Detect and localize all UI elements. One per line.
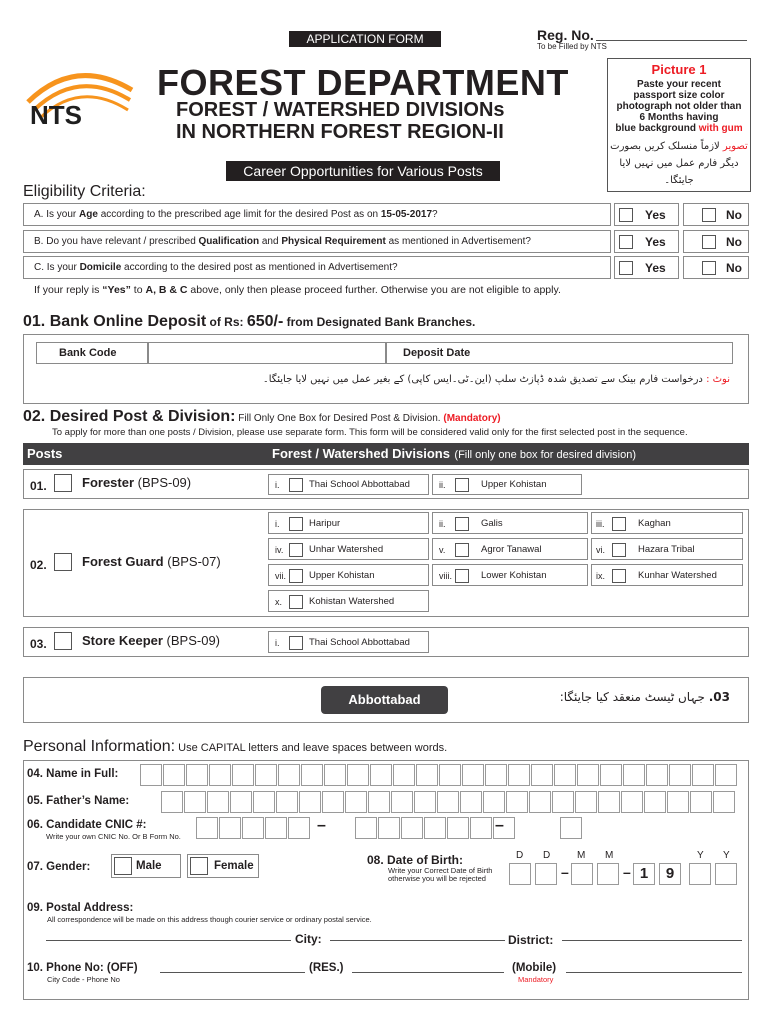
- yes-box-c[interactable]: Yes: [614, 256, 679, 279]
- post-2-opt-8[interactable]: viii. Lower Kohistan: [432, 564, 588, 586]
- bank-code-input[interactable]: [148, 342, 386, 364]
- career-banner: Career Opportunities for Various Posts: [226, 161, 500, 181]
- deposit-date-field[interactable]: Deposit Date: [386, 342, 733, 364]
- reg-no-label: Reg. No.: [537, 27, 594, 43]
- char-cell[interactable]: [401, 817, 423, 839]
- char-cell[interactable]: [242, 817, 264, 839]
- char-cell[interactable]: [253, 791, 275, 813]
- char-cell[interactable]: [531, 764, 553, 786]
- dob-note-1: Write your Correct Date of Birth: [388, 866, 493, 875]
- city-label: City:: [295, 932, 322, 946]
- post-3-checkbox[interactable]: [54, 632, 72, 650]
- char-cell[interactable]: [391, 791, 413, 813]
- post-2-opt-1[interactable]: i. Haripur: [268, 512, 429, 534]
- post-2-opt-4[interactable]: iv. Unhar Watershed: [268, 538, 429, 560]
- post-2-opt-2[interactable]: ii. Galis: [432, 512, 588, 534]
- eligibility-row-c: C. Is your Domicile according to the desired post as mentioned in Advertisement?: [23, 256, 611, 279]
- char-cell[interactable]: [715, 764, 737, 786]
- post-2-checkbox[interactable]: [54, 553, 72, 571]
- char-cell[interactable]: [288, 817, 310, 839]
- char-cell[interactable]: [669, 764, 691, 786]
- char-cell[interactable]: [623, 764, 645, 786]
- dob-sep-1: –: [561, 864, 569, 880]
- char-cell[interactable]: [345, 791, 367, 813]
- char-cell[interactable]: [378, 817, 400, 839]
- char-cell[interactable]: [207, 791, 229, 813]
- post-2-opt-10[interactable]: x. Kohistan Watershed: [268, 590, 429, 612]
- dob-y2-label: Y: [723, 850, 730, 861]
- phone-label: 10. Phone No: (OFF): [27, 962, 138, 974]
- char-cell[interactable]: [255, 764, 277, 786]
- eligibility-row-b: B. Do you have relevant / prescribed Qualification and Physical Requirement as mentioned in Advertisement?: [23, 230, 611, 253]
- char-cell[interactable]: [416, 764, 438, 786]
- district-line[interactable]: [562, 940, 742, 941]
- char-cell[interactable]: [554, 764, 576, 786]
- char-cell[interactable]: [690, 791, 712, 813]
- post-1-title: Forester (BPS-09): [82, 475, 192, 490]
- char-cell[interactable]: [161, 791, 183, 813]
- char-cell[interactable]: [577, 764, 599, 786]
- post-1-checkbox[interactable]: [54, 474, 72, 492]
- cnic-note: Write your own CNIC No. Or B Form No.: [46, 832, 181, 841]
- char-cell[interactable]: [598, 791, 620, 813]
- char-cell[interactable]: [575, 791, 597, 813]
- post-1-opt-2[interactable]: ii. Upper Kohistan: [432, 474, 582, 495]
- char-cell[interactable]: [621, 791, 643, 813]
- phone-line[interactable]: [160, 972, 305, 973]
- picture-urdu-2: دیگر فارم عمل میں نہیں لایا جایئگا۔: [619, 158, 739, 186]
- eligibility-note: If your reply is “Yes” to A, B & C above, only then please proceed further. Otherwise you are not eligible to apply.: [34, 284, 561, 296]
- char-cell[interactable]: [508, 764, 530, 786]
- char-cell[interactable]: [414, 791, 436, 813]
- name-label: 04. Name in Full:: [27, 768, 119, 780]
- dob-y-1[interactable]: 1: [633, 863, 655, 885]
- char-cell[interactable]: [355, 817, 377, 839]
- application-form-label: APPLICATION FORM: [289, 31, 441, 47]
- father-label: 05. Father’s Name:: [27, 795, 130, 807]
- no-box-b[interactable]: No: [683, 230, 749, 253]
- char-cell[interactable]: [424, 817, 446, 839]
- post-2-opt-9[interactable]: ix. Kunhar Watershed: [591, 564, 743, 586]
- char-cell[interactable]: [232, 764, 254, 786]
- address-label: 09. Postal Address:: [27, 902, 134, 914]
- dob-label: 08. Date of Birth:: [367, 853, 464, 867]
- test-center-label: .03 جہاں ٹیسٹ منعقد کیا جایئگا:: [559, 690, 730, 704]
- dob-y-9[interactable]: 9: [659, 863, 681, 885]
- yes-box-a[interactable]: Yes: [614, 203, 679, 226]
- char-cell[interactable]: [163, 764, 185, 786]
- char-cell[interactable]: [600, 764, 622, 786]
- dob-note-2: otherwise you will be rejected: [388, 874, 486, 883]
- dob-y4[interactable]: [715, 863, 737, 885]
- cnic-label: 06. Candidate CNIC #:: [27, 819, 147, 831]
- dob-sep-2: –: [623, 864, 631, 880]
- char-cell[interactable]: [230, 791, 252, 813]
- char-cell[interactable]: [667, 791, 689, 813]
- char-cell[interactable]: [529, 791, 551, 813]
- dob-m2-label: M: [605, 850, 614, 861]
- dob-y1-label: Y: [697, 850, 704, 861]
- post-1-num: 01.: [30, 479, 47, 493]
- mobile-label: (Mobile): [512, 962, 557, 974]
- char-cell[interactable]: [483, 791, 505, 813]
- yes-box-b[interactable]: Yes: [614, 230, 679, 253]
- post-1-opt-1[interactable]: i. Thai School Abbottabad: [268, 474, 429, 495]
- res-label: (RES.): [309, 962, 344, 974]
- picture-line-4: 6 Months having: [639, 112, 719, 123]
- char-cell[interactable]: [713, 791, 735, 813]
- picture-with-gum: with gum: [698, 123, 743, 134]
- char-cell[interactable]: [265, 817, 287, 839]
- post-note: To apply for more than one posts / Division, please use separate form. This form will be considered valid only for the first selected post in the sequence.: [52, 427, 688, 438]
- personal-heading: Personal Information: Use CAPITAL letters and leave spaces between words.: [23, 738, 448, 755]
- reg-no-field[interactable]: [596, 40, 747, 41]
- char-cell[interactable]: [506, 791, 528, 813]
- char-cell[interactable]: [644, 791, 666, 813]
- cnic-dash: –: [317, 817, 326, 834]
- char-cell[interactable]: [485, 764, 507, 786]
- char-cell[interactable]: [368, 791, 390, 813]
- char-cell[interactable]: [299, 791, 321, 813]
- address-note: All correspondence will be made on this address though courier service or ordinary postal service.: [47, 915, 372, 924]
- page-subtitle-1: FOREST / WATERSHED DIVISIONs: [176, 99, 505, 121]
- char-cell[interactable]: [439, 764, 461, 786]
- dob-d2[interactable]: [535, 863, 557, 885]
- dob-d1-label: D: [516, 850, 524, 861]
- char-cell[interactable]: [447, 817, 469, 839]
- page-subtitle-2: IN NORTHERN FOREST REGION-II: [176, 121, 504, 143]
- district-label: District:: [508, 933, 554, 947]
- post-2-opt-7[interactable]: vii. Upper Kohistan: [268, 564, 429, 586]
- char-cell[interactable]: [370, 764, 392, 786]
- picture-title: Picture 1: [651, 62, 707, 77]
- picture-box[interactable]: [607, 58, 751, 192]
- char-cell[interactable]: [460, 791, 482, 813]
- test-center-city[interactable]: Abbottabad: [321, 686, 448, 714]
- char-cell[interactable]: [278, 764, 300, 786]
- char-cell[interactable]: [470, 817, 492, 839]
- post-2-title: Forest Guard (BPS-07): [82, 554, 221, 569]
- no-checkbox-c[interactable]: [702, 261, 716, 275]
- picture-urdu-red: تصویر: [722, 141, 748, 152]
- picture-line-5: blue background: [615, 123, 696, 134]
- bank-code-field[interactable]: Bank Code: [36, 342, 148, 364]
- res-line[interactable]: [352, 972, 504, 973]
- dob-m2[interactable]: [597, 863, 619, 885]
- picture-urdu-1: لازماً منسلک کریں بصورت: [610, 141, 720, 152]
- post-2-opt-3[interactable]: iii. Kaghan: [591, 512, 743, 534]
- char-cell[interactable]: [322, 791, 344, 813]
- char-cell[interactable]: [393, 764, 415, 786]
- post-heading: 02. Desired Post & Division: Fill Only One Box for Desired Post & Division. (Mandatory): [23, 408, 501, 425]
- city-line[interactable]: [330, 940, 505, 941]
- dob-m1-label: M: [577, 850, 586, 861]
- char-cell[interactable]: [186, 764, 208, 786]
- char-cell[interactable]: [552, 791, 574, 813]
- no-checkbox-a[interactable]: [702, 208, 716, 222]
- post-3-num: 03.: [30, 637, 47, 651]
- post-2-opt-5[interactable]: v. Agror Tanawal: [432, 538, 588, 560]
- char-cell[interactable]: [692, 764, 714, 786]
- eligibility-heading: Eligibility Criteria:: [23, 183, 146, 200]
- post-3-opt-1[interactable]: i. Thai School Abbottabad: [268, 631, 429, 653]
- char-cell[interactable]: [646, 764, 668, 786]
- nts-logo: [20, 62, 135, 134]
- char-cell[interactable]: [437, 791, 459, 813]
- address-line-1[interactable]: [46, 940, 291, 941]
- male-option[interactable]: Male: [111, 854, 181, 878]
- char-cell[interactable]: [462, 764, 484, 786]
- female-option[interactable]: Female: [187, 854, 259, 878]
- yes-checkbox-b[interactable]: [619, 235, 633, 249]
- post-2-opt-6[interactable]: vi. Hazara Tribal: [591, 538, 743, 560]
- char-cell[interactable]: [276, 791, 298, 813]
- phone-note: City Code - Phone No: [47, 975, 120, 984]
- bank-urdu-note: نوٹ : درخواست فارم بینک سے تصدیق شدہ ڈپازٹ سلپ (این۔ٹی۔ایس کاپی) کے بغیر عمل میں نہیں لایا جایئگا۔: [262, 374, 730, 385]
- bank-heading: 01. Bank Online Deposit of Rs: 650/- from Designated Bank Branches.: [23, 313, 476, 330]
- page-title: FOREST DEPARTMENT: [157, 62, 569, 103]
- mobile-note: Mandatory: [518, 975, 554, 984]
- mobile-line[interactable]: [566, 972, 742, 973]
- char-cell[interactable]: [209, 764, 231, 786]
- no-box-a[interactable]: No: [683, 203, 749, 226]
- eligibility-row-a: A. Is your Age according to the prescribed age limit for the desired Post as on 15-05-2017?: [23, 203, 611, 226]
- dob-y3[interactable]: [689, 863, 711, 885]
- picture-line-2: passport size color: [633, 90, 725, 101]
- dob-m1[interactable]: [571, 863, 593, 885]
- dob-d2-label: D: [543, 850, 551, 861]
- char-cell[interactable]: [196, 817, 218, 839]
- posts-header: Posts: [23, 443, 266, 465]
- yes-checkbox-c[interactable]: [619, 261, 633, 275]
- char-cell[interactable]: [301, 764, 323, 786]
- reg-no-note: To be Filled by NTS: [537, 42, 607, 51]
- cnic-dash: –: [495, 817, 504, 834]
- gender-label: 07. Gender:: [27, 861, 91, 873]
- char-cell[interactable]: [219, 817, 241, 839]
- char-cell[interactable]: [347, 764, 369, 786]
- no-box-c[interactable]: No: [683, 256, 749, 279]
- post-3-title: Store Keeper (BPS-09): [82, 633, 221, 648]
- no-checkbox-b[interactable]: [702, 235, 716, 249]
- post-2-num: 02.: [30, 558, 47, 572]
- char-cell[interactable]: [324, 764, 346, 786]
- dob-d1[interactable]: [509, 863, 531, 885]
- char-cell[interactable]: [140, 764, 162, 786]
- char-cell[interactable]: [560, 817, 582, 839]
- picture-line-3: photograph not older than: [616, 101, 742, 112]
- char-cell[interactable]: [184, 791, 206, 813]
- divisions-header: Forest / Watershed Divisions (Fill only one box for desired division): [266, 443, 749, 465]
- yes-checkbox-a[interactable]: [619, 208, 633, 222]
- nts-logo-text: NTS: [30, 100, 82, 130]
- picture-line-1: Paste your recent: [637, 79, 721, 90]
